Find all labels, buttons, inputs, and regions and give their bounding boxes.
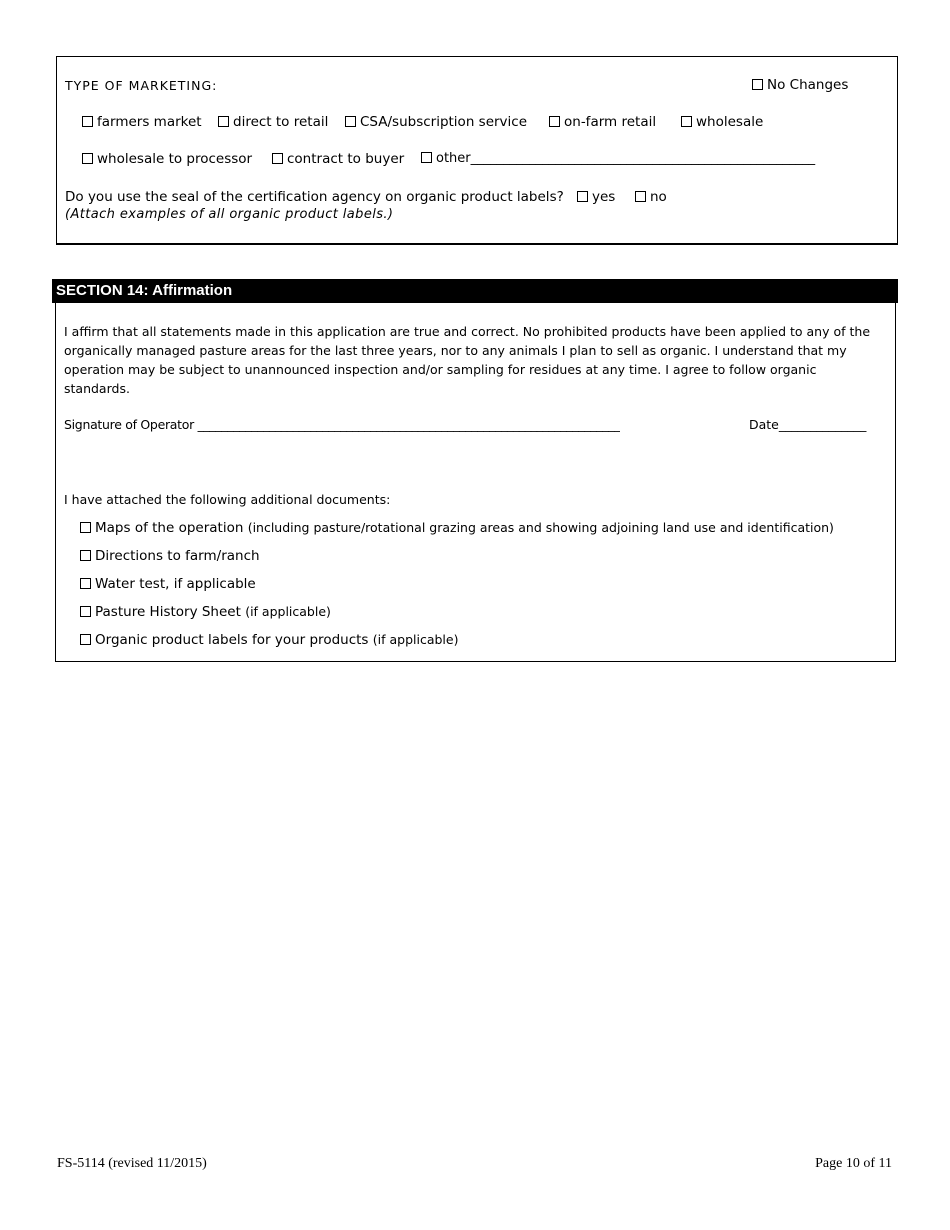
seal-question: Do you use the seal of the certification agency on organic product labels?	[65, 189, 564, 205]
csa-label: CSA/subscription service	[360, 114, 528, 130]
product-labels-label: Organic product labels for your products	[95, 632, 369, 648]
maps-checkbox[interactable]	[80, 522, 91, 533]
directions-checkbox[interactable]	[80, 550, 91, 561]
direct-to-retail-label: direct to retail	[233, 114, 329, 130]
option-contract-to-buyer[interactable]	[272, 151, 404, 167]
no-changes-checkbox[interactable]	[752, 79, 763, 90]
directions-label: Directions to farm/ranch	[95, 548, 260, 564]
seal-no-label: no	[650, 189, 667, 205]
option-farmers-market[interactable]	[82, 114, 202, 130]
wholesale-to-processor-checkbox[interactable]	[82, 153, 93, 164]
section-14-header: SECTION 14: Affirmation	[52, 279, 898, 303]
no-changes-option[interactable]	[752, 77, 848, 93]
document-item-directions[interactable]	[80, 548, 260, 564]
wholesale-to-processor-label: wholesale to processor	[97, 151, 253, 167]
document-item-pasture-history[interactable]	[80, 604, 331, 620]
pasture-history-label: Pasture History Sheet	[95, 604, 241, 620]
wholesale-label: wholesale	[696, 114, 764, 130]
other-field[interactable]: other_____________________________________________________	[436, 151, 816, 166]
page-number: Page 10 of 11	[815, 1156, 892, 1171]
contract-to-buyer-checkbox[interactable]	[272, 153, 283, 164]
seal-yes-checkbox[interactable]	[577, 191, 588, 202]
maps-note: (including pasture/rotational grazing areas and showing adjoining land use and identification)	[247, 520, 834, 535]
option-wholesale-to-processor[interactable]	[82, 151, 252, 167]
option-wholesale[interactable]	[681, 114, 763, 130]
csa-checkbox[interactable]	[345, 116, 356, 127]
contract-to-buyer-label: contract to buyer	[287, 151, 405, 167]
other-checkbox[interactable]	[421, 152, 432, 163]
document-item-maps[interactable]	[80, 520, 834, 536]
document-item-water-test[interactable]	[80, 576, 256, 592]
option-direct-to-retail[interactable]	[218, 114, 328, 130]
attach-note: (Attach examples of all organic product labels.)	[65, 207, 394, 222]
option-other[interactable]	[421, 151, 815, 166]
no-changes-label: No Changes	[767, 77, 849, 93]
water-test-checkbox[interactable]	[80, 578, 91, 589]
on-farm-retail-label: on-farm retail	[564, 114, 657, 130]
pasture-history-checkbox[interactable]	[80, 606, 91, 617]
water-test-label: Water test, if applicable	[95, 576, 256, 592]
marketing-label: TYPE OF MARKETING:	[65, 78, 218, 93]
product-labels-note: (if applicable)	[372, 632, 459, 647]
wholesale-checkbox[interactable]	[681, 116, 692, 127]
direct-to-retail-checkbox[interactable]	[218, 116, 229, 127]
seal-yes-label: yes	[592, 189, 616, 205]
signature-line[interactable]: Signature of Operator _______________________________________________________________________	[64, 417, 621, 432]
maps-label: Maps of the operation	[95, 520, 244, 536]
pasture-history-note: (if applicable)	[245, 604, 331, 619]
seal-no-option[interactable]	[635, 189, 667, 205]
option-on-farm-retail[interactable]	[549, 114, 656, 130]
product-labels-checkbox[interactable]	[80, 634, 91, 645]
date-line[interactable]: Date______________	[749, 417, 867, 432]
form-id: FS-5114 (revised 11/2015)	[57, 1156, 207, 1171]
farmers-market-label: farmers market	[97, 114, 202, 130]
on-farm-retail-checkbox[interactable]	[549, 116, 560, 127]
affirmation-text: I affirm that all statements made in this application are true and correct. No prohibited products have been applied to any of the organically managed pasture areas for the last three years, nor to any animals I plan to sell as organic. I understand that my operation may be subject to unannounced inspection and/or sampling for residues at any time. I agree to follow organic standards.	[64, 324, 871, 396]
option-csa[interactable]	[345, 114, 527, 130]
document-item-product-labels[interactable]	[80, 632, 458, 648]
seal-yes-option[interactable]	[577, 189, 615, 205]
attached-documents-intro: I have attached the following additional documents:	[64, 492, 391, 507]
seal-no-checkbox[interactable]	[635, 191, 646, 202]
farmers-market-checkbox[interactable]	[82, 116, 93, 127]
